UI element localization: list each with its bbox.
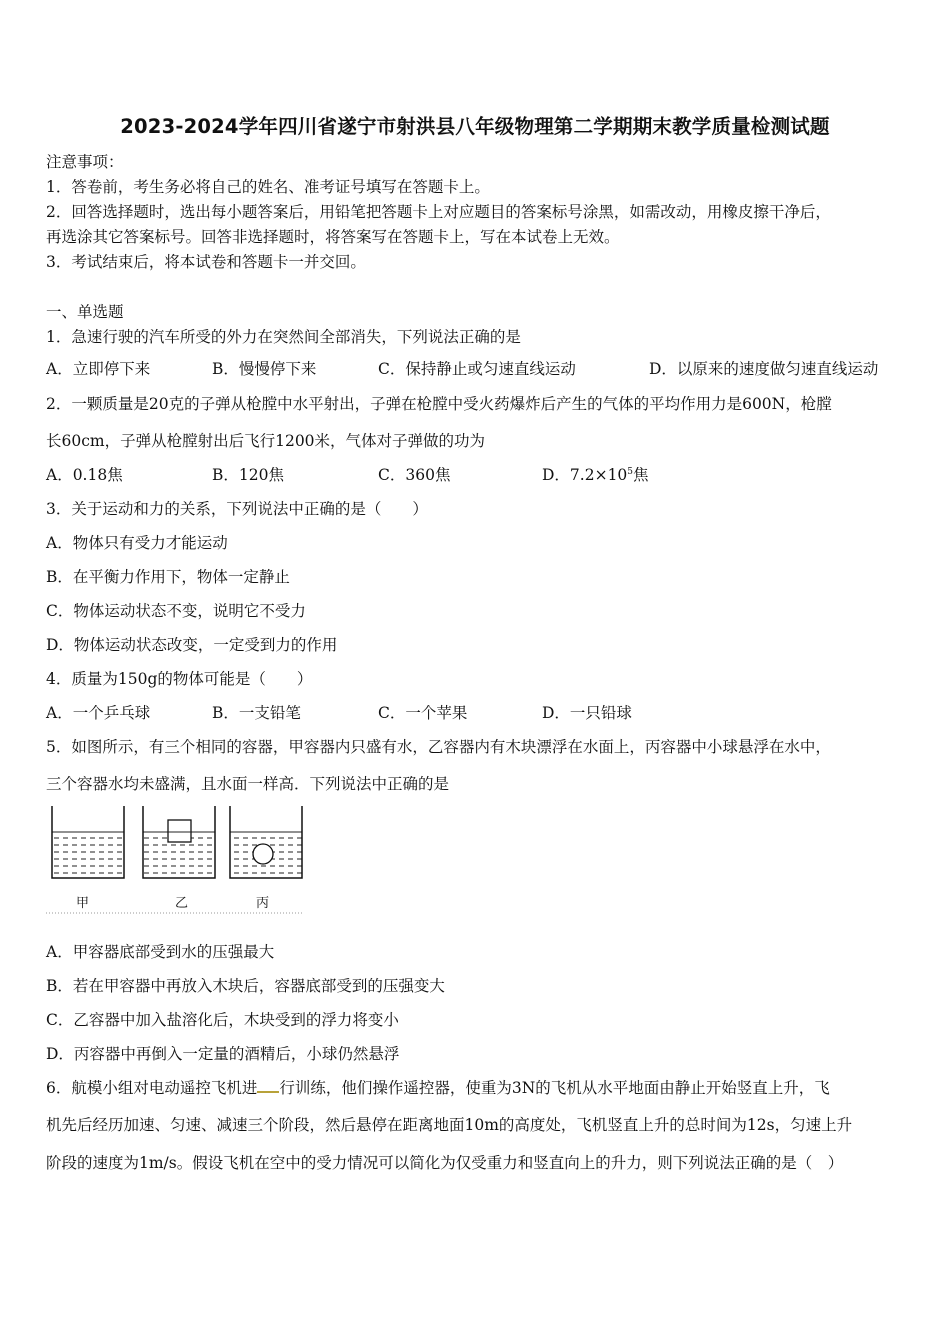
question-2-stem: 2．一颗质量是20克的子弹从枪膛中水平射出，子弹在枪膛中受火药爆炸后产生的气体的平均作用力是600N，枪膛 (46, 395, 832, 413)
q5-option-a: A．甲容器底部受到水的压强最大 (46, 943, 275, 961)
question-5-stem-cont: 三个容器水均未盛满，且水面一样高．下列说法中正确的是 (46, 775, 450, 793)
q3-option-b: B．在平衡力作用下，物体一定静止 (46, 568, 290, 586)
q2-option-b: B．120焦 (212, 466, 284, 484)
q1-option-d: D．以原来的速度做匀速直线运动 (649, 360, 879, 378)
q5-option-c: C．乙容器中加入盐溶化后，木块受到的浮力将变小 (46, 1011, 399, 1029)
q3-option-c: C．物体运动状态不变，说明它不受力 (46, 602, 306, 620)
q5-option-b: B．若在甲容器中再放入木块后，容器底部受到的压强变大 (46, 977, 445, 995)
container-figure (44, 800, 306, 916)
question-1-stem: 1．急速行驶的汽车所受的外力在突然间全部消失，下列说法正确的是 (46, 328, 521, 346)
underline-mark (257, 1081, 279, 1093)
notice-item: 再选涂其它答案标号。回答非选择题时，将答案写在答题卡上，写在本试卷上无效。 (46, 228, 620, 246)
q2-option-d: D．$7.2\times 10^5$焦 (542, 466, 649, 484)
q3-option-d: D．物体运动状态改变，一定受到力的作用 (46, 636, 338, 654)
floating-wood-block (168, 820, 191, 842)
container-bing (230, 806, 302, 878)
figure-label-jia: 甲 (76, 896, 90, 911)
container-yi (143, 806, 215, 878)
question-2-stem-cont: 长60cm，子弹从枪膛射出后飞行1200米，气体对子弹做的功为 (46, 432, 486, 450)
q5-option-d: D．丙容器中再倒入一定量的酒精后，小球仍然悬浮 (46, 1045, 400, 1063)
page-title: 2023-2024学年四川省遂宁市射洪县八年级物理第二学期期末教学质量检测试题 (120, 115, 830, 138)
question-3-stem: 3．关于运动和力的关系，下列说法中正确的是（ ） (46, 500, 428, 518)
q1-option-b: B．慢慢停下来 (212, 360, 317, 378)
q4-option-d: D．一只铅球 (542, 704, 632, 722)
q4-option-a: A．一个乒乓球 (46, 704, 151, 722)
q3-option-a: A．物体只有受力才能运动 (46, 534, 228, 552)
container-jia (52, 806, 124, 878)
exponent: 5 (627, 467, 634, 477)
notice-heading: 注意事项： (46, 153, 124, 171)
question-6-stem-cont: 阶段的速度为1m/s。假设飞机在空中的受力情况可以简化为仅受重力和竖直向上的升力，则下列说法正确的是（ ） (46, 1154, 844, 1172)
question-6-stem-cont: 机先后经历加速、匀速、减速三个阶段，然后悬停在距离地面10m的高度处，飞机竖直上升的总时间为12s，匀速上升 (46, 1116, 853, 1134)
notice-item: 2．回答选择题时，选出每小题答案后，用铅笔把答题卡上对应题目的答案标号涂黑，如需改动，用橡皮擦干净后， (46, 203, 831, 221)
figure-label-bing: 丙 (256, 896, 270, 911)
suspended-ball (253, 844, 273, 864)
q4-option-c: C．一个苹果 (378, 704, 468, 722)
q1-option-c: C．保持静止或匀速直线运动 (378, 360, 576, 378)
q4-option-b: B．一支铅笔 (212, 704, 301, 722)
question-5-stem: 5．如图所示，有三个相同的容器，甲容器内只盛有水，乙容器内有木块漂浮在水面上，丙容器中小球悬浮在水中， (46, 738, 831, 756)
notice-item: 3．考试结束后，将本试卷和答题卡一并交回。 (46, 253, 366, 271)
q1-option-a: A．立即停下来 (46, 360, 151, 378)
figure-label-yi: 乙 (175, 896, 189, 911)
q2-option-a: A．0.18焦 (46, 466, 123, 484)
q2-option-c: C．360焦 (378, 466, 451, 484)
section-heading: 一、单选题 (46, 303, 124, 321)
question-6-stem: 6．航模小组对电动遥控飞机进 行训练，他们操作遥控器，使重为3N的飞机从水平地面由静止开始竖直上升，飞 (46, 1079, 830, 1097)
question-4-stem: 4．质量为150g的物体可能是（ ） (46, 670, 313, 688)
notice-item: 1．答卷前，考生务必将自己的姓名、准考证号填写在答题卡上。 (46, 178, 490, 196)
